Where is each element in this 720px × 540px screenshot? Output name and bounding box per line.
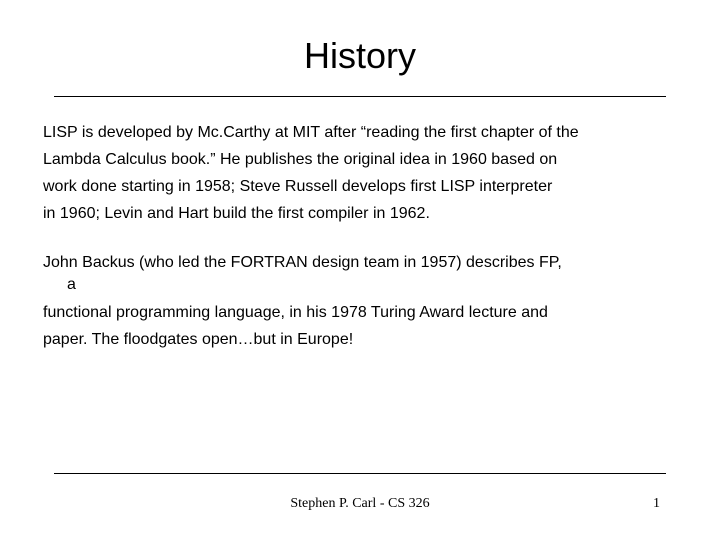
paragraph-line: Lambda Calculus book.” He publishes the original idea in 1960 based on bbox=[43, 151, 558, 168]
paragraph-line: paper. The floodgates open…but in Europe! bbox=[43, 331, 354, 348]
footer-divider bbox=[54, 473, 666, 474]
paragraph-line: a bbox=[67, 276, 76, 293]
slide-footer: Stephen P. Carl - CS 326 bbox=[290, 496, 430, 511]
slide-title: History bbox=[303, 35, 416, 76]
paragraph-line: LISP is developed by Mc.Carthy at MIT after “reading the first chapter of the bbox=[43, 124, 579, 141]
title-divider bbox=[54, 96, 666, 97]
page-number: 1 bbox=[653, 496, 660, 511]
paragraph-line: John Backus (who led the FORTRAN design team in 1957) describes FP, bbox=[43, 254, 562, 271]
paragraph-line: work done starting in 1958; Steve Russell develops first LISP interpreter bbox=[43, 178, 553, 195]
paragraph-lisp-history bbox=[43, 119, 683, 227]
paragraph-backus-fp bbox=[43, 252, 683, 353]
paragraph-line: functional programming language, in his 1978 Turing Award lecture and bbox=[43, 304, 548, 321]
paragraph-line: in 1960; Levin and Hart build the first compiler in 1962. bbox=[43, 205, 430, 222]
